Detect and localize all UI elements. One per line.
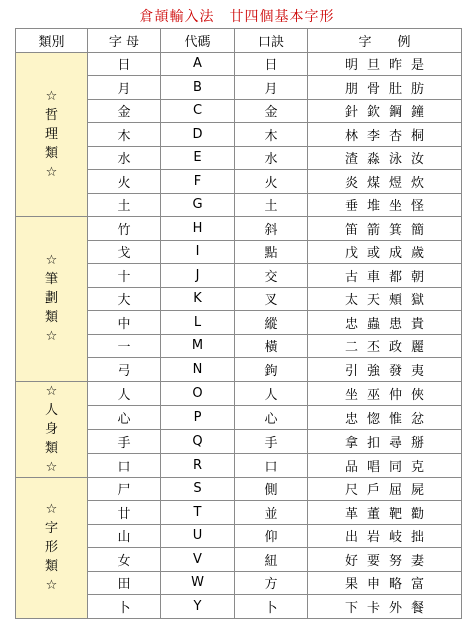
code-cell: M	[161, 334, 235, 358]
mnemonic-cell: 叉	[235, 287, 308, 311]
mnemonic-cell: 木	[235, 123, 308, 147]
example-char: 汝	[410, 152, 424, 168]
code-cell: Y	[161, 595, 235, 619]
example-char: 麗	[410, 340, 424, 356]
examples-cell	[308, 429, 462, 453]
category-cell	[16, 217, 88, 382]
category-label-char: 理	[44, 126, 58, 142]
example-char: 古	[344, 269, 358, 285]
radicals-table	[15, 28, 462, 619]
example-char: 箭	[366, 222, 380, 238]
category-label-char: 人	[44, 402, 58, 418]
examples-cell	[308, 524, 462, 548]
header-letter: 字 母	[88, 29, 161, 53]
example-char: 朝	[410, 269, 424, 285]
code-cell: A	[161, 52, 235, 76]
header-row	[16, 29, 462, 53]
letter-cell: 口	[88, 453, 161, 477]
letter-cell: 竹	[88, 217, 161, 241]
mnemonic-cell: 縱	[235, 311, 308, 335]
example-char: 革	[344, 506, 358, 522]
mnemonic-cell: 鉤	[235, 358, 308, 382]
examples-cell	[308, 240, 462, 264]
examples-cell	[308, 571, 462, 595]
example-char: 掰	[410, 435, 424, 451]
example-char: 二	[344, 340, 358, 356]
example-char: 出	[344, 530, 358, 546]
mnemonic-cell: 仰	[235, 524, 308, 548]
examples-cell	[308, 334, 462, 358]
header-mnemonic: 口訣	[235, 29, 308, 53]
mnemonic-cell: 點	[235, 240, 308, 264]
mnemonic-cell: 方	[235, 571, 308, 595]
header-examples: 字 例	[308, 29, 462, 53]
mnemonic-cell: 交	[235, 264, 308, 288]
category-label-char: ☆	[45, 329, 58, 345]
letter-cell: 女	[88, 548, 161, 572]
example-char: 外	[388, 600, 402, 616]
example-char: 拿	[344, 435, 358, 451]
examples-cell	[308, 548, 462, 572]
category-label-char: ☆	[45, 459, 58, 475]
example-char: 岩	[366, 530, 380, 546]
example-char: 炊	[410, 175, 424, 191]
letter-cell: 日	[88, 52, 161, 76]
category-label-char: ☆	[45, 253, 58, 269]
example-char: 申	[366, 577, 380, 593]
letter-cell: 中	[88, 311, 161, 335]
table-row	[16, 381, 462, 405]
example-char: 好	[344, 553, 358, 569]
examples-cell	[308, 287, 462, 311]
example-char: 坐	[344, 387, 358, 403]
example-char: 天	[366, 293, 380, 309]
example-char: 略	[388, 577, 402, 593]
example-char: 煜	[388, 175, 402, 191]
example-char: 是	[410, 58, 424, 74]
example-char: 靶	[388, 506, 402, 522]
example-char: 努	[388, 553, 402, 569]
letter-cell: 土	[88, 193, 161, 217]
example-char: 尋	[388, 435, 402, 451]
header-code: 代碼	[161, 29, 235, 53]
example-char: 同	[388, 459, 402, 475]
examples-cell	[308, 595, 462, 619]
category-cell	[16, 477, 88, 618]
example-char: 丕	[366, 340, 380, 356]
code-cell: R	[161, 453, 235, 477]
letter-cell: 水	[88, 146, 161, 170]
category-label-char: ☆	[45, 578, 58, 593]
mnemonic-cell: 側	[235, 477, 308, 501]
examples-cell	[308, 477, 462, 501]
letter-cell: 心	[88, 405, 161, 429]
examples-cell	[308, 264, 462, 288]
example-char: 強	[366, 363, 380, 379]
category-label-char: ☆	[45, 88, 58, 104]
example-char: 成	[388, 246, 402, 262]
example-char: 勸	[410, 506, 424, 522]
code-cell: J	[161, 264, 235, 288]
example-char: 忠	[344, 411, 358, 427]
example-char: 炎	[344, 175, 358, 191]
examples-cell	[308, 358, 462, 382]
mnemonic-cell: 卜	[235, 595, 308, 619]
example-char: 昨	[388, 58, 402, 74]
code-cell: C	[161, 99, 235, 123]
example-char: 屈	[388, 483, 402, 499]
letter-cell: 十	[88, 264, 161, 288]
code-cell: H	[161, 217, 235, 241]
example-char: 車	[366, 269, 380, 285]
code-cell: K	[161, 287, 235, 311]
example-char: 尺	[344, 483, 358, 499]
mnemonic-cell: 月	[235, 76, 308, 100]
letter-cell: 山	[88, 524, 161, 548]
mnemonic-cell: 斜	[235, 217, 308, 241]
example-char: 杏	[388, 128, 402, 144]
mnemonic-cell: 人	[235, 381, 308, 405]
mnemonic-cell: 土	[235, 193, 308, 217]
example-char: 卡	[366, 600, 380, 616]
letter-cell: 火	[88, 170, 161, 194]
mnemonic-cell: 橫	[235, 334, 308, 358]
example-char: 岐	[388, 530, 402, 546]
example-char: 引	[344, 363, 358, 379]
example-char: 泳	[388, 152, 402, 168]
letter-cell: 月	[88, 76, 161, 100]
category-label-char: 形	[44, 540, 58, 555]
example-char: 欽	[366, 105, 380, 121]
example-char: 簡	[410, 222, 424, 238]
example-char: 堆	[366, 199, 380, 215]
code-cell: S	[161, 477, 235, 501]
mnemonic-cell: 手	[235, 429, 308, 453]
category-label-char: ☆	[45, 164, 58, 180]
example-char: 惚	[366, 411, 380, 427]
examples-cell	[308, 453, 462, 477]
example-char: 發	[388, 363, 402, 379]
example-char: 骨	[366, 81, 380, 97]
example-char: 垂	[344, 199, 358, 215]
code-cell: E	[161, 146, 235, 170]
category-label-char: 劃	[44, 291, 58, 307]
letter-cell: 田	[88, 571, 161, 595]
code-cell: U	[161, 524, 235, 548]
letter-cell: 廿	[88, 501, 161, 525]
example-char: 桐	[410, 128, 424, 144]
table-body	[16, 52, 462, 618]
example-char: 明	[344, 58, 358, 74]
example-char: 都	[388, 269, 402, 285]
example-char: 巫	[366, 387, 380, 403]
category-label-char: 類	[44, 310, 58, 326]
category-label-char: ☆	[45, 502, 58, 517]
mnemonic-cell: 金	[235, 99, 308, 123]
example-char: 渣	[344, 152, 358, 168]
letter-cell: 木	[88, 123, 161, 147]
mnemonic-cell: 日	[235, 52, 308, 76]
examples-cell	[308, 381, 462, 405]
examples-cell	[308, 217, 462, 241]
example-char: 太	[344, 293, 358, 309]
example-char: 果	[344, 577, 358, 593]
example-char: 仲	[388, 387, 402, 403]
letter-cell: 戈	[88, 240, 161, 264]
example-char: 要	[366, 553, 380, 569]
examples-cell	[308, 501, 462, 525]
example-char: 拙	[410, 530, 424, 546]
code-cell: Q	[161, 429, 235, 453]
letter-cell: 尸	[88, 477, 161, 501]
code-cell: V	[161, 548, 235, 572]
category-label-char: 字	[44, 521, 58, 536]
mnemonic-cell: 火	[235, 170, 308, 194]
header-category: 類別	[16, 29, 88, 53]
example-char: 鐘	[410, 105, 424, 121]
examples-cell	[308, 76, 462, 100]
examples-cell	[308, 170, 462, 194]
examples-cell	[308, 123, 462, 147]
category-label-char: ☆	[45, 383, 58, 399]
example-char: 頰	[388, 293, 402, 309]
example-char: 貴	[410, 316, 424, 332]
examples-cell	[308, 311, 462, 335]
code-cell: B	[161, 76, 235, 100]
example-char: 妻	[410, 553, 424, 569]
example-char: 下	[344, 600, 358, 616]
category-label-char: 哲	[44, 107, 58, 123]
category-label-char: 身	[44, 421, 58, 437]
example-char: 歲	[410, 246, 424, 262]
example-char: 肚	[388, 81, 402, 97]
category-label-char: 筆	[44, 272, 58, 288]
code-cell: T	[161, 501, 235, 525]
category-cell	[16, 381, 88, 477]
code-cell: W	[161, 571, 235, 595]
example-char: 餐	[410, 600, 424, 616]
example-char: 俠	[410, 387, 424, 403]
page-title: 倉頡輸入法 廿四個基本字形	[139, 9, 335, 25]
letter-cell: 一	[88, 334, 161, 358]
code-cell: L	[161, 311, 235, 335]
mnemonic-cell: 口	[235, 453, 308, 477]
example-char: 李	[366, 128, 380, 144]
category-label-char: 類	[44, 145, 58, 161]
example-char: 鋼	[388, 105, 402, 121]
mnemonic-cell: 水	[235, 146, 308, 170]
example-char: 忠	[344, 316, 358, 332]
examples-cell	[308, 146, 462, 170]
example-char: 忿	[410, 411, 424, 427]
example-char: 或	[366, 246, 380, 262]
example-char: 針	[344, 105, 358, 121]
example-char: 惟	[388, 411, 402, 427]
example-char: 唱	[366, 459, 380, 475]
example-char: 怪	[410, 199, 424, 215]
example-char: 蟲	[366, 316, 380, 332]
examples-cell	[308, 405, 462, 429]
examples-cell	[308, 52, 462, 76]
example-char: 旦	[366, 58, 380, 74]
code-cell: O	[161, 381, 235, 405]
example-char: 克	[410, 459, 424, 475]
example-char: 箕	[388, 222, 402, 238]
code-cell: D	[161, 123, 235, 147]
letter-cell: 金	[88, 99, 161, 123]
example-char: 淼	[366, 152, 380, 168]
category-cell	[16, 52, 88, 217]
table-row	[16, 477, 462, 501]
example-char: 屍	[410, 483, 424, 499]
code-cell: G	[161, 193, 235, 217]
examples-cell	[308, 99, 462, 123]
example-char: 朋	[344, 81, 358, 97]
letter-cell: 人	[88, 381, 161, 405]
example-char: 煤	[366, 175, 380, 191]
example-char: 政	[388, 340, 402, 356]
mnemonic-cell: 心	[235, 405, 308, 429]
example-char: 林	[344, 128, 358, 144]
example-char: 肪	[410, 81, 424, 97]
letter-cell: 手	[88, 429, 161, 453]
category-label-char: 類	[44, 559, 58, 574]
code-cell: N	[161, 358, 235, 382]
code-cell: F	[161, 170, 235, 194]
example-char: 富	[410, 577, 424, 593]
example-char: 董	[366, 506, 380, 522]
letter-cell: 大	[88, 287, 161, 311]
category-label-char: 類	[44, 440, 58, 456]
example-char: 獄	[410, 293, 424, 309]
letter-cell: 弓	[88, 358, 161, 382]
example-char: 戊	[344, 246, 358, 262]
mnemonic-cell: 紐	[235, 548, 308, 572]
mnemonic-cell: 並	[235, 501, 308, 525]
letter-cell: 卜	[88, 595, 161, 619]
table-row	[16, 217, 462, 241]
code-cell: I	[161, 240, 235, 264]
example-char: 戶	[366, 483, 380, 499]
example-char: 坐	[388, 199, 402, 215]
example-char: 扣	[366, 435, 380, 451]
examples-cell	[308, 193, 462, 217]
example-char: 夷	[410, 363, 424, 379]
table-row	[16, 52, 462, 76]
example-char: 品	[344, 459, 358, 475]
example-char: 患	[388, 316, 402, 332]
code-cell: P	[161, 405, 235, 429]
example-char: 笛	[344, 222, 358, 238]
